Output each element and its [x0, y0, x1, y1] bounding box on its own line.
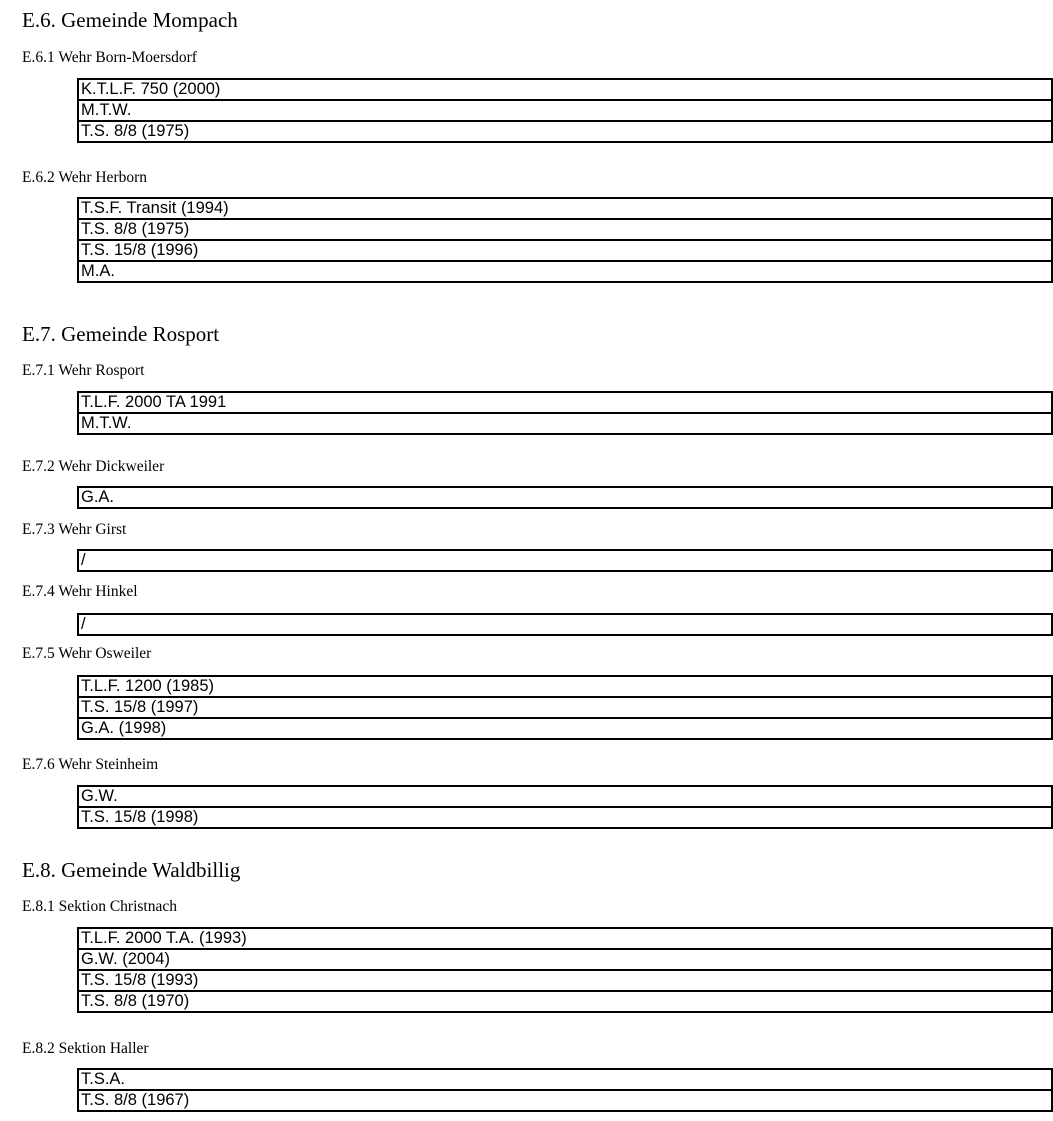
table-row — [78, 79, 1052, 100]
table-row — [78, 198, 1052, 219]
table-row — [78, 487, 1052, 508]
subsection-heading: E.7.2 Wehr Dickweiler — [22, 458, 165, 475]
table-row — [78, 928, 1052, 949]
table-row — [78, 676, 1052, 697]
subsection-heading: E.8.2 Sektion Haller — [22, 1040, 149, 1057]
table-row — [78, 261, 1052, 282]
section-heading: E.6. Gemeinde Mompach — [22, 8, 238, 32]
subsection-heading: E.7.1 Wehr Rosport — [22, 362, 145, 379]
equipment-table — [77, 1068, 1053, 1112]
equipment-cell: / — [78, 550, 1052, 571]
table-row — [78, 614, 1052, 635]
equipment-table — [77, 613, 1053, 636]
table-row — [78, 991, 1052, 1012]
equipment-cell: T.S.F. Transit (1994) — [78, 198, 1052, 219]
equipment-table — [77, 197, 1053, 283]
equipment-cell: T.S. 15/8 (1996) — [78, 240, 1052, 261]
equipment-table — [77, 785, 1053, 829]
equipment-cell: M.T.W. — [78, 100, 1052, 121]
table-row — [78, 413, 1052, 434]
section-heading: E.8. Gemeinde Waldbillig — [22, 858, 241, 882]
equipment-table — [77, 927, 1053, 1013]
table-row — [78, 550, 1052, 571]
table-row — [78, 219, 1052, 240]
equipment-cell: K.T.L.F. 750 (2000) — [78, 79, 1052, 100]
equipment-cell: M.T.W. — [78, 413, 1052, 434]
equipment-cell: G.A. (1998) — [78, 718, 1052, 739]
equipment-cell: / — [78, 614, 1052, 635]
table-row — [78, 807, 1052, 828]
equipment-cell: T.L.F. 1200 (1985) — [78, 676, 1052, 697]
equipment-cell: G.A. — [78, 487, 1052, 508]
table-row — [78, 1069, 1052, 1090]
equipment-cell: T.S. 8/8 (1967) — [78, 1090, 1052, 1111]
equipment-cell: M.A. — [78, 261, 1052, 282]
section-heading: E.7. Gemeinde Rosport — [22, 322, 220, 346]
table-row — [78, 100, 1052, 121]
equipment-cell: T.S. 8/8 (1970) — [78, 991, 1052, 1012]
table-row — [78, 718, 1052, 739]
table-row — [78, 697, 1052, 718]
equipment-table — [77, 549, 1053, 572]
equipment-cell: T.S. 15/8 (1997) — [78, 697, 1052, 718]
table-row — [78, 392, 1052, 413]
table-row — [78, 1090, 1052, 1111]
subsection-heading: E.6.2 Wehr Herborn — [22, 169, 148, 186]
table-row — [78, 786, 1052, 807]
equipment-cell: G.W. (2004) — [78, 949, 1052, 970]
subsection-heading: E.7.6 Wehr Steinheim — [22, 756, 159, 773]
table-row — [78, 121, 1052, 142]
equipment-cell: T.S. 15/8 (1998) — [78, 807, 1052, 828]
subsection-heading: E.6.1 Wehr Born-Moersdorf — [22, 49, 197, 66]
equipment-cell: T.S. 8/8 (1975) — [78, 121, 1052, 142]
equipment-cell: T.L.F. 2000 TA 1991 — [78, 392, 1052, 413]
equipment-cell: T.L.F. 2000 T.A. (1993) — [78, 928, 1052, 949]
equipment-cell: T.S.A. — [78, 1069, 1052, 1090]
table-row — [78, 949, 1052, 970]
equipment-table — [77, 486, 1053, 509]
equipment-table — [77, 675, 1053, 740]
equipment-cell: T.S. 15/8 (1993) — [78, 970, 1052, 991]
equipment-cell: T.S. 8/8 (1975) — [78, 219, 1052, 240]
subsection-heading: E.7.4 Wehr Hinkel — [22, 583, 138, 600]
subsection-heading: E.8.1 Sektion Christnach — [22, 898, 177, 915]
subsection-heading: E.7.5 Wehr Osweiler — [22, 645, 152, 662]
subsection-heading: E.7.3 Wehr Girst — [22, 521, 127, 538]
table-row — [78, 970, 1052, 991]
equipment-table — [77, 78, 1053, 143]
equipment-table — [77, 391, 1053, 435]
equipment-cell: G.W. — [78, 786, 1052, 807]
table-row — [78, 240, 1052, 261]
